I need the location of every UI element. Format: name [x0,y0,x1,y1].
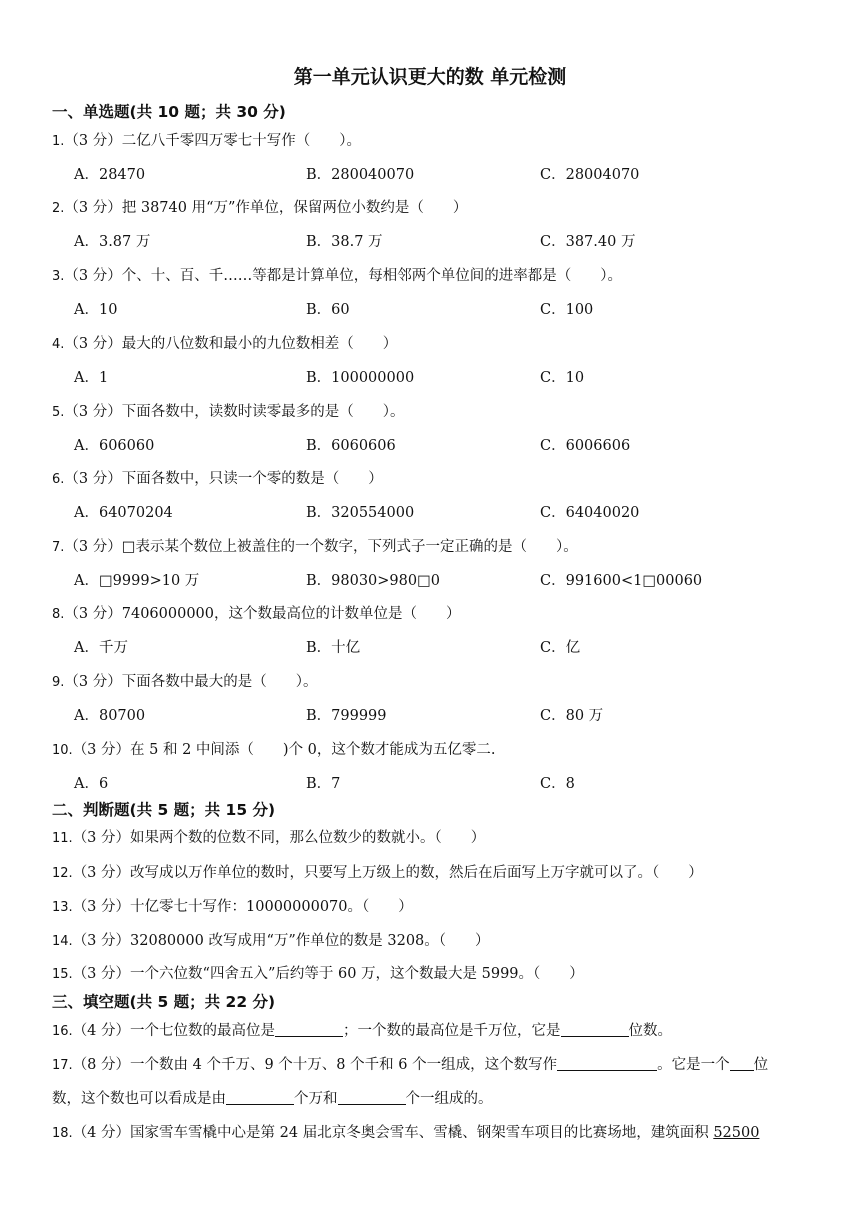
option-a: A．606060 [74,438,155,454]
option-b: B．320554000 [306,505,415,521]
option-a: A．3.87 万 [74,234,151,250]
option-b: B．100000000 [306,370,415,386]
option-a: A．6 [74,776,109,792]
question-4: 4.（3 分）最大的八位数和最小的九位数相差（ ） [52,336,398,352]
option-c: C．387.40 万 [540,234,636,250]
underlined-number: 52500 [713,1125,760,1141]
option-a: A．64070204 [74,505,173,521]
question-7: 7.（3 分）□表示某个数位上被盖住的一个数字，下列式子一定正确的是（ ）。 [52,539,578,555]
option-b: B．38.7 万 [306,234,383,250]
answer-blank[interactable] [275,1021,343,1037]
option-c: C．6006606 [540,438,631,454]
option-a: A．□9999>10 万 [74,573,200,589]
question-18: 18.（4 分）国家雪车雪橇中心是第 24 届北京冬奥会雪车、雪橇、钢架雪车项目的比赛场地，建筑面积 52500 [52,1125,760,1141]
option-c: C．991600<1□00060 [540,573,703,589]
option-b: B．98030>980□0 [306,573,441,589]
option-c: C．亿 [540,640,581,656]
option-c: C．10 [540,370,585,386]
question-2: 2.（3 分）把 38740 用“万”作单位，保留两位小数约是（ ） [52,200,468,216]
section-fill-blank: 三、填空题(共 5 题；共 22 分) [52,993,276,1011]
question-6: 6.（3 分）下面各数中，只读一个零的数是（ ） [52,471,383,487]
option-b: B．799999 [306,708,387,724]
question-10: 10.（3 分）在 5 和 2 中间添（ )个 0，这个数才能成为五亿零二. [52,742,496,758]
question-17: 17.（8 分）一个数由 4 个千万、9 个十万、8 个千和 6 个一组成，这个数写作 。它是一个 位 [52,1057,769,1073]
question-3: 3.（3 分）个、十、百、千……等都是计算单位，每相邻两个单位间的进率都是（ ）。 [52,268,622,284]
question-17-continued: 数，这个数也可以看成是由 个万和 个一组成的。 [52,1091,493,1107]
answer-blank[interactable] [338,1089,406,1105]
section-true-false: 二、判断题(共 5 题；共 15 分) [52,801,276,819]
option-b: B．7 [306,776,341,792]
option-b: B．十亿 [306,640,361,656]
answer-blank[interactable] [561,1021,629,1037]
option-c: C．28004070 [540,167,640,183]
option-c: C．64040020 [540,505,640,521]
answer-blank[interactable] [557,1055,657,1071]
option-a: A．千万 [74,640,128,656]
question-12: 12.（3 分）改写成以万作单位的数时，只要写上万级上的数，然后在后面写上万字就可以了。（ ） [52,865,703,881]
question-15: 15.（3 分）一个六位数“四舍五入”后约等于 60 万，这个数最大是 5999。（ ） [52,966,584,982]
page-title: 第一单元认识更大的数 单元检测 [293,66,567,88]
option-a: A．28470 [74,167,146,183]
question-14: 14.（3 分）32080000 改写成用“万”作单位的数是 3208。（ ） [52,933,490,949]
question-5: 5.（3 分）下面各数中，读数时读零最多的是（ ）。 [52,404,405,420]
question-8: 8.（3 分）7406000000，这个数最高位的计数单位是（ ） [52,606,461,622]
option-b: B．280040070 [306,167,415,183]
option-a: A．80700 [74,708,146,724]
question-16: 16.（4 分）一个七位数的最高位是 ；一个数的最高位是千万位，它是 位数。 [52,1023,673,1039]
option-c: C．100 [540,302,594,318]
answer-blank[interactable] [226,1089,294,1105]
option-b: B．60 [306,302,350,318]
question-13: 13.（3 分）十亿零七十写作：10000000070。（ ） [52,899,413,915]
question-1: 1.（3 分）二亿八千零四万零七十写作（ ）。 [52,133,361,149]
answer-blank[interactable] [730,1055,754,1071]
option-b: B．6060606 [306,438,396,454]
question-11: 11.（3 分）如果两个数的位数不同，那么位数少的数就小。（ ） [52,830,486,846]
question-9: 9.（3 分）下面各数中最大的是（ ）。 [52,674,318,690]
option-a: A．10 [74,302,118,318]
section-single-choice: 一、单选题(共 10 题；共 30 分) [52,103,286,121]
option-c: C．80 万 [540,708,604,724]
option-a: A．1 [74,370,109,386]
option-c: C．8 [540,776,575,792]
